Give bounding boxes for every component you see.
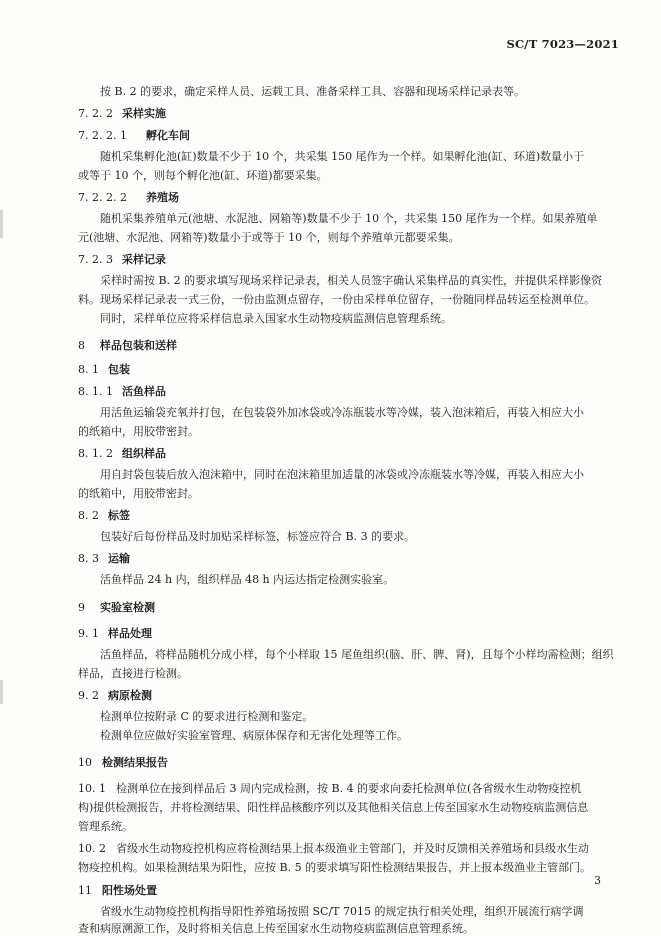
- paragraph-line: 检测单位按附录 C 的要求进行检测和鉴定。: [100, 710, 314, 723]
- clause-number: 10. 2: [78, 842, 106, 855]
- section-heading-8-1-1: [78, 385, 166, 399]
- paragraph-line: 物疫控机构。如果检测结果为阳性，应按 B. 5 的要求填写阳性检测结果报告，并上报本级渔业主管部门。: [78, 861, 592, 874]
- paragraph-line: 料。现场采样记录表一式三份，一份由监测点留存，一份由采样单位留存，一份随同样品转运至检测单位。: [78, 293, 595, 306]
- page-number: 3: [594, 874, 601, 887]
- scan-edge-mark: [0, 210, 3, 238]
- section-heading-9-2: [78, 689, 152, 703]
- paragraph-line: 查和病原溯源工作，及时将相关信息上传至国家水生动物疫病监测信息管理系统。: [78, 922, 474, 935]
- section-number: 11: [78, 884, 92, 897]
- section-title: 组织样品: [122, 447, 166, 460]
- section-heading-7-2-2-1: [78, 129, 190, 143]
- section-number: 9. 1: [78, 627, 99, 640]
- scan-edge-mark: [0, 680, 3, 704]
- paragraph-line: 用活鱼运输袋充氧并打包，在包装袋外加冰袋或冷冻瓶装水等冷媒，装入泡沫箱后，再装入相应大小: [100, 406, 584, 419]
- section-title: 阳性场处置: [102, 884, 157, 897]
- section-number: 7. 2. 2: [78, 107, 113, 120]
- paragraph-line: 随机采集孵化池(缸)数量不少于 10 个，共采集 150 尾作为一个样。如果孵化池(缸、环道)数量小于: [100, 150, 585, 163]
- paragraph-line: 按 B. 2 的要求，确定采样人员、运载工具、准备采样工具、容器和现场采样记录表等。: [100, 85, 526, 98]
- section-title: 标签: [108, 509, 130, 522]
- paragraph-line: 样品，直接进行检测。: [78, 667, 188, 680]
- section-title: 养殖场: [146, 191, 179, 204]
- section-heading-8: [78, 339, 177, 353]
- paragraph-line: 元(池塘、水泥池、网箱等)数量小于或等于 10 个，则每个养殖单元都要采集。: [78, 231, 460, 244]
- paragraph-line: 或等于 10 个，则每个孵化池(缸、环道)都要采集。: [78, 169, 328, 182]
- paragraph-line: 活鱼样品，将样品随机分成小样，每个小样取 15 尾鱼组织(脑、肝、脾、肾)，且每个小样均需检测；组织: [100, 648, 614, 661]
- paragraph-line: 的纸箱中，用胶带密封。: [78, 425, 199, 438]
- paragraph-line: 包装好后每份样品及时加贴采样标签，标签应符合 B. 3 的要求。: [100, 530, 416, 543]
- paragraph-line: 构)提供检测报告，并将检测结果、阳性样品核酸序列以及其他相关信息上传至国家水生动物疫病监测信息: [78, 801, 589, 814]
- section-heading-8-1: [78, 363, 130, 377]
- section-number: 8. 2: [78, 509, 99, 522]
- section-number: 8. 1: [78, 363, 99, 376]
- section-heading-7-2-3: [78, 253, 166, 267]
- paragraph-line: 检测单位应做好实验室管理、病原体保存和无害化处理等工作。: [100, 729, 408, 742]
- paragraph-line: 同时，采样单位应将采样信息录入国家水生动物疫病监测信息管理系统。: [100, 312, 452, 325]
- section-title: 样品包装和送样: [100, 339, 177, 352]
- paragraph-line: 用自封袋包装后放入泡沫箱中，同时在泡沫箱里加适量的冰袋或冷冻瓶装水等冷媒，再装入相应大小: [100, 468, 584, 481]
- clause-number: 10. 1: [78, 782, 106, 795]
- section-title: 采样记录: [122, 253, 166, 266]
- section-number: 7. 2. 2. 1: [78, 129, 127, 142]
- section-number: 8: [78, 339, 85, 352]
- section-title: 样品处理: [108, 627, 152, 640]
- section-number: 8. 1. 2: [78, 447, 113, 460]
- paragraph-line: [78, 782, 581, 796]
- section-title: 采样实施: [122, 107, 166, 120]
- section-heading-8-3: [78, 552, 130, 566]
- section-number: 7. 2. 3: [78, 253, 113, 266]
- section-heading-9-1: [78, 627, 152, 641]
- section-title: 孵化车间: [146, 129, 190, 142]
- paragraph-line: [78, 842, 589, 856]
- clause-text: 检测单位在接到样品后 3 周内完成检测，按 B. 4 的要求向委托检测单位(各省级水生动物疫控机: [116, 782, 582, 795]
- standard-number: SC/T 7023—2021: [506, 37, 619, 51]
- section-number: 8. 1. 1: [78, 385, 113, 398]
- section-number: 8. 3: [78, 552, 99, 565]
- paragraph-line: 管理系统。: [78, 820, 133, 833]
- section-title: 运输: [108, 552, 130, 565]
- section-number: 9. 2: [78, 689, 99, 702]
- section-title: 检测结果报告: [102, 756, 168, 769]
- section-heading-7-2-2-2: [78, 191, 179, 205]
- section-heading-9: [78, 601, 155, 615]
- section-number: 7. 2. 2. 2: [78, 191, 127, 204]
- section-title: 活鱼样品: [122, 385, 166, 398]
- section-title: 包装: [108, 363, 130, 376]
- section-number: 10: [78, 756, 92, 769]
- section-heading-7-2-2: [78, 107, 166, 121]
- section-title: 病原检测: [108, 689, 152, 702]
- section-number: 9: [78, 601, 85, 614]
- paragraph-line: 的纸箱中，用胶带密封。: [78, 487, 199, 500]
- paragraph-line: 省级水生动物疫控机构指导阳性养殖场按照 SC/T 7015 的规定执行相关处理，组织开展流行病学调: [100, 905, 584, 918]
- section-heading-10: [78, 756, 168, 770]
- paragraph-line: 随机采集养殖单元(池塘、水泥池、网箱等)数量不少于 10 个，共采集 150 尾作为一个样。如果养殖单: [100, 212, 598, 225]
- section-heading-11: [78, 884, 157, 898]
- section-heading-8-2: [78, 509, 130, 523]
- section-heading-8-1-2: [78, 447, 166, 461]
- paragraph-line: 活鱼样品 24 h 内，组织样品 48 h 内运达指定检测实验室。: [100, 573, 395, 586]
- section-title: 实验室检测: [100, 601, 155, 614]
- clause-text: 省级水生动物疫控机构应将检测结果上报本级渔业主管部门，并及时反馈相关养殖场和县级水生动: [116, 842, 589, 855]
- paragraph-line: 采样时需按 B. 2 的要求填写现场采样记录表，相关人员签字确认采集样品的真实性，并提供采样影像资: [100, 274, 603, 287]
